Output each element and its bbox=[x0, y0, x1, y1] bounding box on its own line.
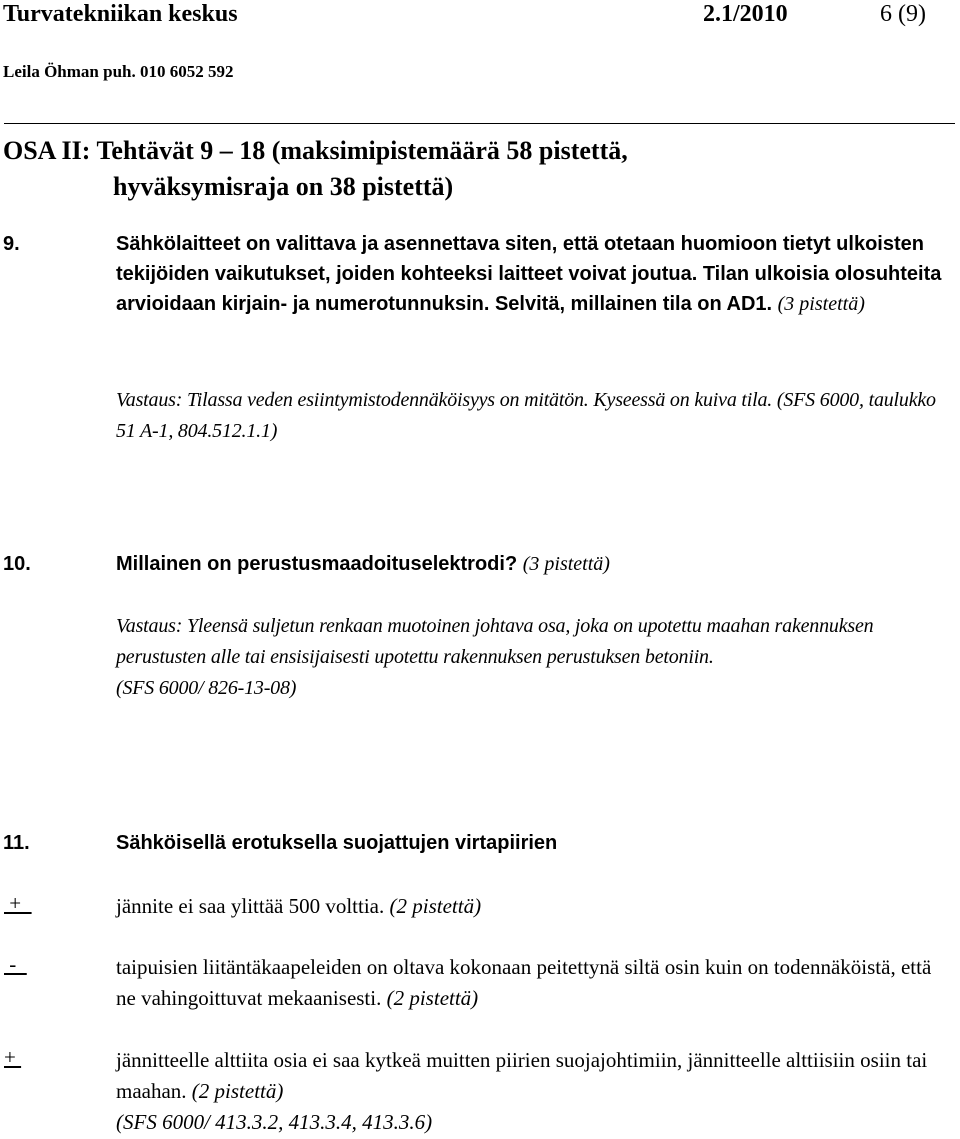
question-10-text bbox=[116, 549, 946, 579]
header-date: 2.1/2010 bbox=[703, 1, 788, 27]
statement-item-3 bbox=[116, 1045, 956, 1138]
question-9-body: Sähkölaitteet on valittava ja asennettava siten, että otetaan huomioon tietyt ulkoisten tekijöiden vaikutukset, joiden kohteeksi laitteet voivat joutua. Tilan ulkoisia olosuhteita arvioidaan kirjain- ja numerotunnuksin. Selvitä, millainen tila on AD1. bbox=[116, 233, 942, 315]
answer-mark-3: + bbox=[4, 1045, 22, 1069]
question-11-number: 11. bbox=[3, 832, 30, 854]
header-divider bbox=[4, 123, 955, 124]
question-10-reference: (SFS 6000/ 826-13-08) bbox=[116, 677, 297, 699]
statement-text-3: jännitteelle alttiita osia ei saa kytkeä muitten piirien suojajohtimiin, jännitteelle alttiisiin osiin tai maahan. bbox=[116, 1048, 928, 1103]
answer-mark-1: + bbox=[4, 891, 32, 915]
section-title-line1: OSA II: Tehtävät 9 – 18 (maksimipistemäärä 58 pistettä, bbox=[3, 136, 628, 165]
statement-points-2: (2 pistettä) bbox=[386, 986, 479, 1010]
statement-points-1: (2 pistettä) bbox=[389, 894, 482, 918]
question-11-reference: (SFS 6000/ 413.3.2, 413.3.4, 413.3.6) bbox=[116, 1110, 433, 1134]
question-9-points: (3 pistettä) bbox=[777, 293, 865, 315]
question-10-points: (3 pistettä) bbox=[522, 553, 610, 575]
statement-points-3: (2 pistettä) bbox=[191, 1079, 284, 1103]
question-10-answer-text: Vastaus: Yleensä suljetun renkaan muotoinen johtava osa, joka on upotettu maahan rakennuksen perustusten alle tai ensisijaisesti upotettu rakennuksen perustuksen betoniin. bbox=[116, 615, 874, 668]
statement-item-2 bbox=[116, 952, 956, 1014]
section-title-line2: hyväksymisraja on 38 pistettä) bbox=[113, 172, 454, 201]
section-title bbox=[3, 133, 628, 205]
question-11-text: Sähköisellä erotuksella suojattujen virtapiirien bbox=[116, 832, 558, 854]
header-org: Turvatekniikan keskus bbox=[3, 1, 238, 27]
question-9-number: 9. bbox=[3, 233, 20, 255]
statement-text-1: jännite ei saa ylittää 500 volttia. bbox=[116, 894, 385, 918]
question-9-answer: Vastaus: Tilassa veden esiintymistodennäköisyys on mitätön. Kyseessä on kuiva tila. (SFS 6000, taulukko 51 A-1, 804.512.1.1) bbox=[116, 389, 936, 442]
question-10-number: 10. bbox=[3, 553, 31, 575]
question-10-answer bbox=[116, 611, 956, 704]
statement-item-1 bbox=[116, 891, 956, 922]
answer-mark-2: - bbox=[4, 952, 27, 976]
header-contact: Leila Öhman puh. 010 6052 592 bbox=[3, 62, 234, 81]
question-10-body: Millainen on perustusmaadoituselektrodi? bbox=[116, 553, 518, 575]
header-page-number: 6 (9) bbox=[880, 1, 926, 27]
statement-text-2: taipuisien liitäntäkaapeleiden on oltava kokonaan peitettynä siltä osin kuin on todennäköistä, että ne vahingoittuvat mekaanisesti. bbox=[116, 955, 932, 1010]
question-9-text bbox=[116, 229, 946, 319]
